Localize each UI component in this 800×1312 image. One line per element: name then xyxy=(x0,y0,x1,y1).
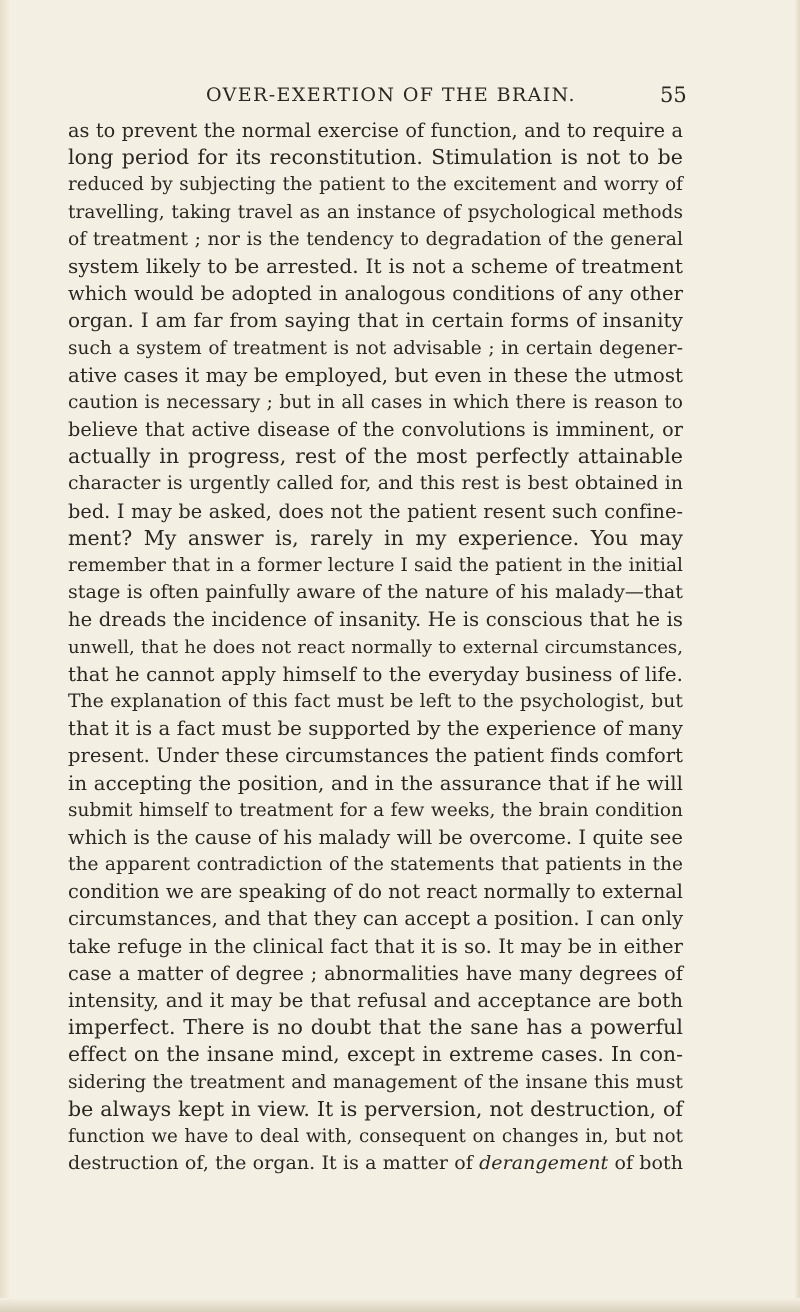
page-bottom-edge xyxy=(0,1298,800,1312)
text-line: submit himself to treatment for a few weeks, the brain condition xyxy=(68,799,683,821)
text-line: take refuge in the clinical fact that it is so. It may be in either xyxy=(68,934,683,958)
text-line: that it is a fact must be supported by the experience of many xyxy=(68,717,683,741)
text-line: ative cases it may be employed, but even in these the utmost xyxy=(68,363,683,387)
text-line-final xyxy=(68,1150,683,1177)
text-line: long period for its reconstitution. Stimulation is not to be xyxy=(68,145,683,170)
text-line: reduced by subjecting the patient to the excitement and worry of xyxy=(68,174,683,196)
text-line: that he cannot apply himself to the everyday business of life. xyxy=(68,662,683,686)
text-line: system likely to be arrested. It is not a scheme of treatment xyxy=(68,253,683,278)
text-line: function we have to deal with, consequent on changes in, but not xyxy=(68,1125,683,1147)
text-line: ment? My answer is, rarely in my experience. You may xyxy=(68,525,683,550)
text-line: stage is often painfully aware of the nature of his malady—that xyxy=(68,581,683,604)
text-line: imperfect. There is no doubt that the sane has a powerful xyxy=(68,1015,683,1040)
page-number: 55 xyxy=(660,83,687,107)
text-line: intensity, and it may be that refusal and acceptance are both xyxy=(68,989,683,1012)
page-left-shadow xyxy=(0,0,10,1312)
text-line: of treatment ; nor is the tendency to degradation of the general xyxy=(68,228,683,250)
text-line: believe that active disease of the convolutions is imminent, or xyxy=(68,418,683,442)
text-line: character is urgently called for, and this rest is best obtained in xyxy=(68,473,683,495)
page-right-edge xyxy=(794,0,800,1312)
text-line: as to prevent the normal exercise of function, and to require a xyxy=(68,119,683,142)
text-line: remember that in a former lecture I said the patient in the initial xyxy=(68,555,683,576)
text-line: which would be adopted in analogous conditions of any other xyxy=(68,282,683,306)
text-line: in accepting the position, and in the assurance that if he will xyxy=(68,771,683,795)
text-line: be always kept in view. It is perversion, not destruction, of xyxy=(68,1096,683,1121)
text-line: circumstances, and that they can accept a position. I can only xyxy=(68,907,684,931)
text-line: travelling, taking travel as an instance of psychological methods xyxy=(68,201,683,223)
text-line: The explanation of this fact must be left to the psychologist, but xyxy=(68,690,683,712)
text-line: he dreads the incidence of insanity. He is conscious that he is xyxy=(68,608,683,632)
text-line: unwell, that he does not react normally to external circumstances, xyxy=(68,636,683,658)
text-line: caution is necessary ; but in all cases in which there is reason to xyxy=(68,391,683,413)
text-line: organ. I am far from saying that in certain forms of insanity xyxy=(68,308,683,333)
text-line: condition we are speaking of do not react normally to external xyxy=(68,880,683,904)
text-line: the apparent contradiction of the statements that patients in the xyxy=(68,854,683,876)
italic-term: derangement xyxy=(479,1152,609,1175)
text-line: actually in progress, rest of the most perfectly attainable xyxy=(68,444,683,469)
text-line: which is the cause of his malady will be overcome. I quite see xyxy=(68,825,683,849)
running-head-title: OVER-EXERTION OF THE BRAIN. xyxy=(206,84,576,106)
text-fragment: of both xyxy=(608,1152,683,1175)
text-line: present. Under these circumstances the patient finds comfort xyxy=(68,744,683,768)
text-line: bed. I may be asked, does not the patient resent such confine- xyxy=(68,499,683,523)
text-fragment: destruction of, the organ. It is a matter of xyxy=(68,1152,480,1175)
running-head xyxy=(0,80,800,110)
text-line: sidering the treatment and management of the insane this must xyxy=(68,1071,683,1093)
body-text xyxy=(68,117,683,1177)
text-line: effect on the insane mind, except in extreme cases. In con- xyxy=(68,1042,683,1067)
text-line: such a system of treatment is not advisable ; in certain degener- xyxy=(68,337,683,359)
text-line: case a matter of degree ; abnormalities have many degrees of xyxy=(68,961,683,985)
